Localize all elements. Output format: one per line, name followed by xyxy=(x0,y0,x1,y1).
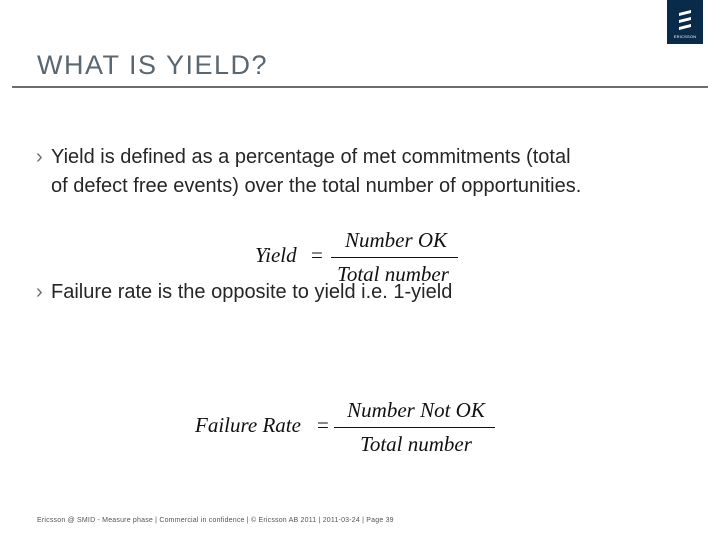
formula-lhs: Yield xyxy=(255,243,297,267)
bullet-text-line-1: Failure rate is the opposite to yield i.e. 1-yield xyxy=(51,281,453,303)
failure-rate-formula xyxy=(195,398,505,458)
ericsson-mark-icon xyxy=(676,9,694,31)
formula-denominator: Total number xyxy=(337,262,449,286)
title-divider xyxy=(12,86,708,88)
ericsson-logo xyxy=(667,0,703,44)
fraction-bar xyxy=(334,427,495,428)
formula-lhs: Failure Rate xyxy=(195,413,301,437)
formula-equals: = xyxy=(317,413,329,437)
slide-title: WHAT IS YIELD? xyxy=(37,50,269,80)
bullet-marker: › xyxy=(36,281,43,303)
bullet-failure-rate xyxy=(36,278,696,307)
bullet-marker: › xyxy=(36,146,43,168)
formula-equals: = xyxy=(311,243,323,267)
bullet-text-line-2: of defect free events) over the total number of opportunities. xyxy=(51,175,582,197)
formula-denominator: Total number xyxy=(360,432,472,456)
bullet-text-line-1: Yield is defined as a percentage of met commitments (total xyxy=(51,146,571,168)
slide-footer: Ericsson @ SMID - Measure phase | Commercial in confidence | © Ericsson AB 2011 | 2011-03-24 | Page 39 xyxy=(37,517,394,524)
formula-numerator: Number Not OK xyxy=(347,398,485,422)
bullet-yield-definition xyxy=(36,143,696,201)
logo-wordmark: ERICSSON xyxy=(673,34,697,39)
formula-numerator: Number OK xyxy=(344,228,448,252)
fraction-bar xyxy=(331,257,458,258)
